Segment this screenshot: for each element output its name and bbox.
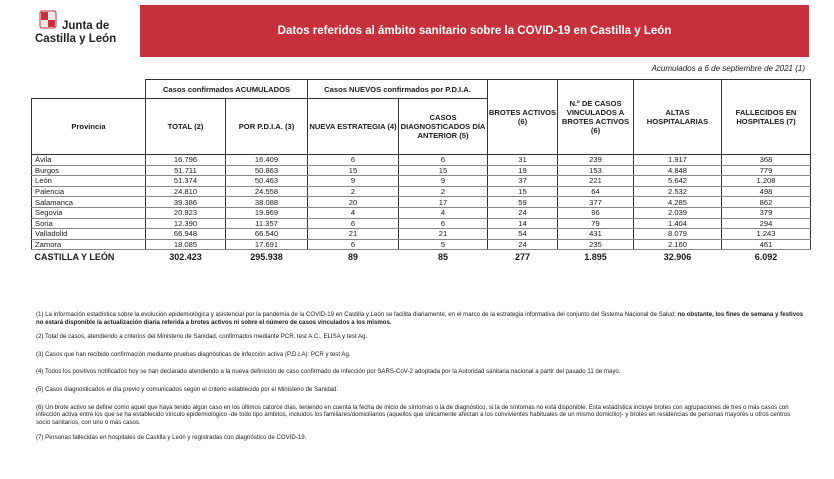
cell-fallecidos: 779 bbox=[722, 165, 811, 176]
note-5: (5) Casos diagnosticados el día previo y comunicados según el criterio establecido por el Ministerio de Sanidad. bbox=[36, 385, 339, 393]
cell-brotes: 277 bbox=[515, 251, 531, 262]
cell-total: 39.386 bbox=[146, 197, 226, 208]
cell-diag: 85 bbox=[438, 251, 449, 262]
cell-altas: 1.917 bbox=[634, 155, 722, 166]
table-row bbox=[32, 197, 811, 208]
cell-fallecidos: 379 bbox=[722, 207, 811, 218]
header-nuevos: Casos NUEVOS confirmados por P.D.I.A. bbox=[308, 80, 488, 99]
cell-nueva: 89 bbox=[348, 251, 359, 262]
cell-brotes: 31 bbox=[488, 155, 558, 166]
cell-pdia: 295.938 bbox=[250, 251, 283, 262]
junta-logo bbox=[31, 8, 121, 56]
note-1-text: (1) La información estadística sobre la evolución epidemiológica y asistencial por la pandemia de la COVID-19 en Castilla y León se facilita diariamente, en el marco de la estrategia informativa del conjunto del Sistema Nacional de Salud; bbox=[36, 311, 676, 318]
cell-brotes: 15 bbox=[488, 186, 558, 197]
cell-vinculados: 79 bbox=[558, 218, 634, 229]
cell-vinculados: 1.895 bbox=[584, 251, 607, 262]
table-row bbox=[32, 218, 811, 229]
cell-nueva: 4 bbox=[308, 207, 399, 218]
cell-fallecidos: 294 bbox=[722, 218, 811, 229]
note-3: (3) Casos que han recibido confirmación mediante pruebas diagnósticas de infección activa (P.D.I.A): PCR y test Ag. bbox=[36, 350, 351, 358]
cell-brotes: 24 bbox=[488, 207, 558, 218]
cell-provincia: Salamanca bbox=[32, 197, 146, 208]
cell-provincia: Segovia bbox=[32, 207, 146, 218]
header-diag: CASOS DIAGNOSTICADOS DÍA ANTERIOR (5) bbox=[399, 99, 488, 155]
cell-altas: 2.532 bbox=[634, 186, 722, 197]
cell-total: 66.948 bbox=[146, 229, 226, 240]
cell-brotes: 19 bbox=[488, 165, 558, 176]
cell-altas: 32.906 bbox=[663, 251, 692, 262]
cell-nueva: 20 bbox=[308, 197, 399, 208]
table-row bbox=[32, 229, 811, 240]
cell-diag: 5 bbox=[399, 239, 488, 250]
table-row bbox=[32, 165, 811, 176]
cell-pdia: 38.088 bbox=[226, 197, 308, 208]
cell-brotes: 14 bbox=[488, 218, 558, 229]
note-4: (4) Todos los positivos notificados hoy se han declarado atendiendo a la nueva definición de caso confirmado de infección por SARS-CoV-2 adoptada por la Autoridad sanitaria nacional a partir del pasado 11 de mayo. bbox=[36, 368, 621, 376]
cell-pdia: 11.357 bbox=[226, 218, 308, 229]
header-total: TOTAL (2) bbox=[146, 99, 226, 155]
cell-fallecidos: 368 bbox=[722, 155, 811, 166]
cell-provincia: CASTILLA Y LEÓN bbox=[34, 251, 115, 262]
date-note: Acumulados a 6 de septiembre de 2021 (1) bbox=[651, 64, 805, 73]
cell-nueva: 15 bbox=[308, 165, 399, 176]
cell-altas: 1.404 bbox=[634, 218, 722, 229]
cell-pdia: 50.863 bbox=[226, 165, 308, 176]
cell-nueva: 6 bbox=[308, 155, 399, 166]
cell-nueva: 6 bbox=[308, 218, 399, 229]
cell-diag: 6 bbox=[399, 155, 488, 166]
cell-diag: 4 bbox=[399, 207, 488, 218]
cell-vinculados: 221 bbox=[558, 176, 634, 187]
total-row bbox=[32, 250, 811, 265]
cell-fallecidos: 461 bbox=[722, 239, 811, 250]
cell-total: 12.390 bbox=[146, 218, 226, 229]
cell-total: 18.085 bbox=[146, 239, 226, 250]
cell-altas: 8.079 bbox=[634, 229, 722, 240]
cell-brotes: 37 bbox=[488, 176, 558, 187]
cell-provincia: Zamora bbox=[32, 239, 146, 250]
cell-vinculados: 431 bbox=[558, 229, 634, 240]
cell-pdia: 17.691 bbox=[226, 239, 308, 250]
cell-pdia: 50.463 bbox=[226, 176, 308, 187]
table-row bbox=[32, 176, 811, 187]
cell-brotes: 59 bbox=[488, 197, 558, 208]
cell-total: 16.796 bbox=[146, 155, 226, 166]
cell-fallecidos: 1.243 bbox=[722, 229, 811, 240]
cell-provincia: Soria bbox=[32, 218, 146, 229]
note-7: (7) Personas fallecidas en hospitales de Castilla y León y registradas con diagnóstico de COVID-19. bbox=[36, 434, 307, 442]
cell-pdia: 19.969 bbox=[226, 207, 308, 218]
header-fallecidos: FALLECIDOS EN HOSPITALES (7) bbox=[722, 80, 811, 155]
cell-brotes: 54 bbox=[488, 229, 558, 240]
cell-diag: 9 bbox=[399, 176, 488, 187]
note-1-bold: no obstante, los fines de semana y festivos no estará disponible la actualización diaria referida a brotes activos ni sobre el número de casos vinculados a los mismos. bbox=[36, 311, 804, 326]
cell-diag: 2 bbox=[399, 186, 488, 197]
cell-nueva: 6 bbox=[308, 239, 399, 250]
cell-vinculados: 153 bbox=[558, 165, 634, 176]
cell-fallecidos: 498 bbox=[722, 186, 811, 197]
cell-pdia: 66.540 bbox=[226, 229, 308, 240]
cell-fallecidos: 862 bbox=[722, 197, 811, 208]
cell-provincia: Ávila bbox=[32, 155, 146, 166]
cell-total: 51.374 bbox=[146, 176, 226, 187]
cell-total: 20.923 bbox=[146, 207, 226, 218]
cell-vinculados: 96 bbox=[558, 207, 634, 218]
coat-of-arms-icon bbox=[39, 10, 57, 30]
cell-nueva: 9 bbox=[308, 176, 399, 187]
cell-total: 24.810 bbox=[146, 186, 226, 197]
cell-diag: 21 bbox=[399, 229, 488, 240]
cell-vinculados: 235 bbox=[558, 239, 634, 250]
cell-brotes: 24 bbox=[488, 239, 558, 250]
cell-pdia: 24.558 bbox=[226, 186, 308, 197]
header-vinculados: N.º DE CASOS VINCULADOS A BROTES ACTIVOS (6) bbox=[558, 80, 634, 155]
footnotes bbox=[36, 311, 806, 442]
title-banner bbox=[140, 5, 809, 57]
table-row bbox=[32, 155, 811, 166]
cell-nueva: 21 bbox=[308, 229, 399, 240]
cell-diag: 15 bbox=[399, 165, 488, 176]
note-2: (2) Total de casos, atendiendo a criterios del Ministerio de Sanidad, confirmados mediante PCR, test A.C., ELISA y test Ag. bbox=[36, 333, 368, 341]
table-row bbox=[32, 186, 811, 197]
header-nueva: NUEVA ESTRATEGIA (4) bbox=[308, 99, 399, 155]
cell-diag: 17 bbox=[399, 197, 488, 208]
cell-vinculados: 64 bbox=[558, 186, 634, 197]
table-row bbox=[32, 207, 811, 218]
cell-fallecidos: 6.092 bbox=[754, 251, 778, 262]
header-provincia: Provincia bbox=[32, 99, 146, 155]
table-row bbox=[32, 239, 811, 250]
banner-title: Datos referidos al ámbito sanitario sobre la COVID-19 en Castilla y León bbox=[277, 25, 672, 37]
cell-altas: 4.848 bbox=[634, 165, 722, 176]
header-altas: ALTAS HOSPITALARIAS bbox=[634, 80, 722, 155]
note-1 bbox=[36, 311, 806, 326]
cell-provincia: Valladolid bbox=[32, 229, 146, 240]
cell-fallecidos: 1.208 bbox=[722, 176, 811, 187]
cell-nueva: 2 bbox=[308, 186, 399, 197]
cell-vinculados: 239 bbox=[558, 155, 634, 166]
logo-line1: Junta de bbox=[62, 20, 110, 32]
cell-vinculados: 377 bbox=[558, 197, 634, 208]
cell-total: 51.711 bbox=[146, 165, 226, 176]
covid-data-table bbox=[31, 79, 811, 264]
header-brotes: BROTES ACTIVOS (6) bbox=[488, 80, 558, 155]
note-6: (6) Un brote activo se define como aquel que haya tenido algún caso en los últimos catorce días, teniendo en cuenta la fecha de inicio de síntomas o la de diagnóstico, si la de síntomas no está disponible. Esta estadística incluye brotes con agrupaciones de tres o más casos con infección activa entre los que se ha establecido vínculo epidemiológico -de todo tipo ámbitos, incluidos los familiares/domiciliarios (aquellos que únicamente afectan a los convivientes habituales de un mismo domicilio)- y brotes en residencias de personas mayores u otros centros socio sanitarios, con uno o más casos. bbox=[36, 403, 791, 426]
cell-altas: 5.642 bbox=[634, 176, 722, 187]
cell-diag: 6 bbox=[399, 218, 488, 229]
cell-altas: 2.039 bbox=[634, 207, 722, 218]
cell-total: 302.423 bbox=[169, 251, 202, 262]
header-pdia: POR P.D.I.A. (3) bbox=[226, 99, 308, 155]
cell-provincia: León bbox=[32, 176, 146, 187]
cell-altas: 4.285 bbox=[634, 197, 722, 208]
cell-provincia: Palencia bbox=[32, 186, 146, 197]
header-acumulados: Casos confirmados ACUMULADOS bbox=[146, 80, 308, 99]
cell-provincia: Burgos bbox=[32, 165, 146, 176]
cell-altas: 2.160 bbox=[634, 239, 722, 250]
cell-pdia: 16.409 bbox=[226, 155, 308, 166]
logo-line2: Castilla y León bbox=[35, 33, 117, 45]
